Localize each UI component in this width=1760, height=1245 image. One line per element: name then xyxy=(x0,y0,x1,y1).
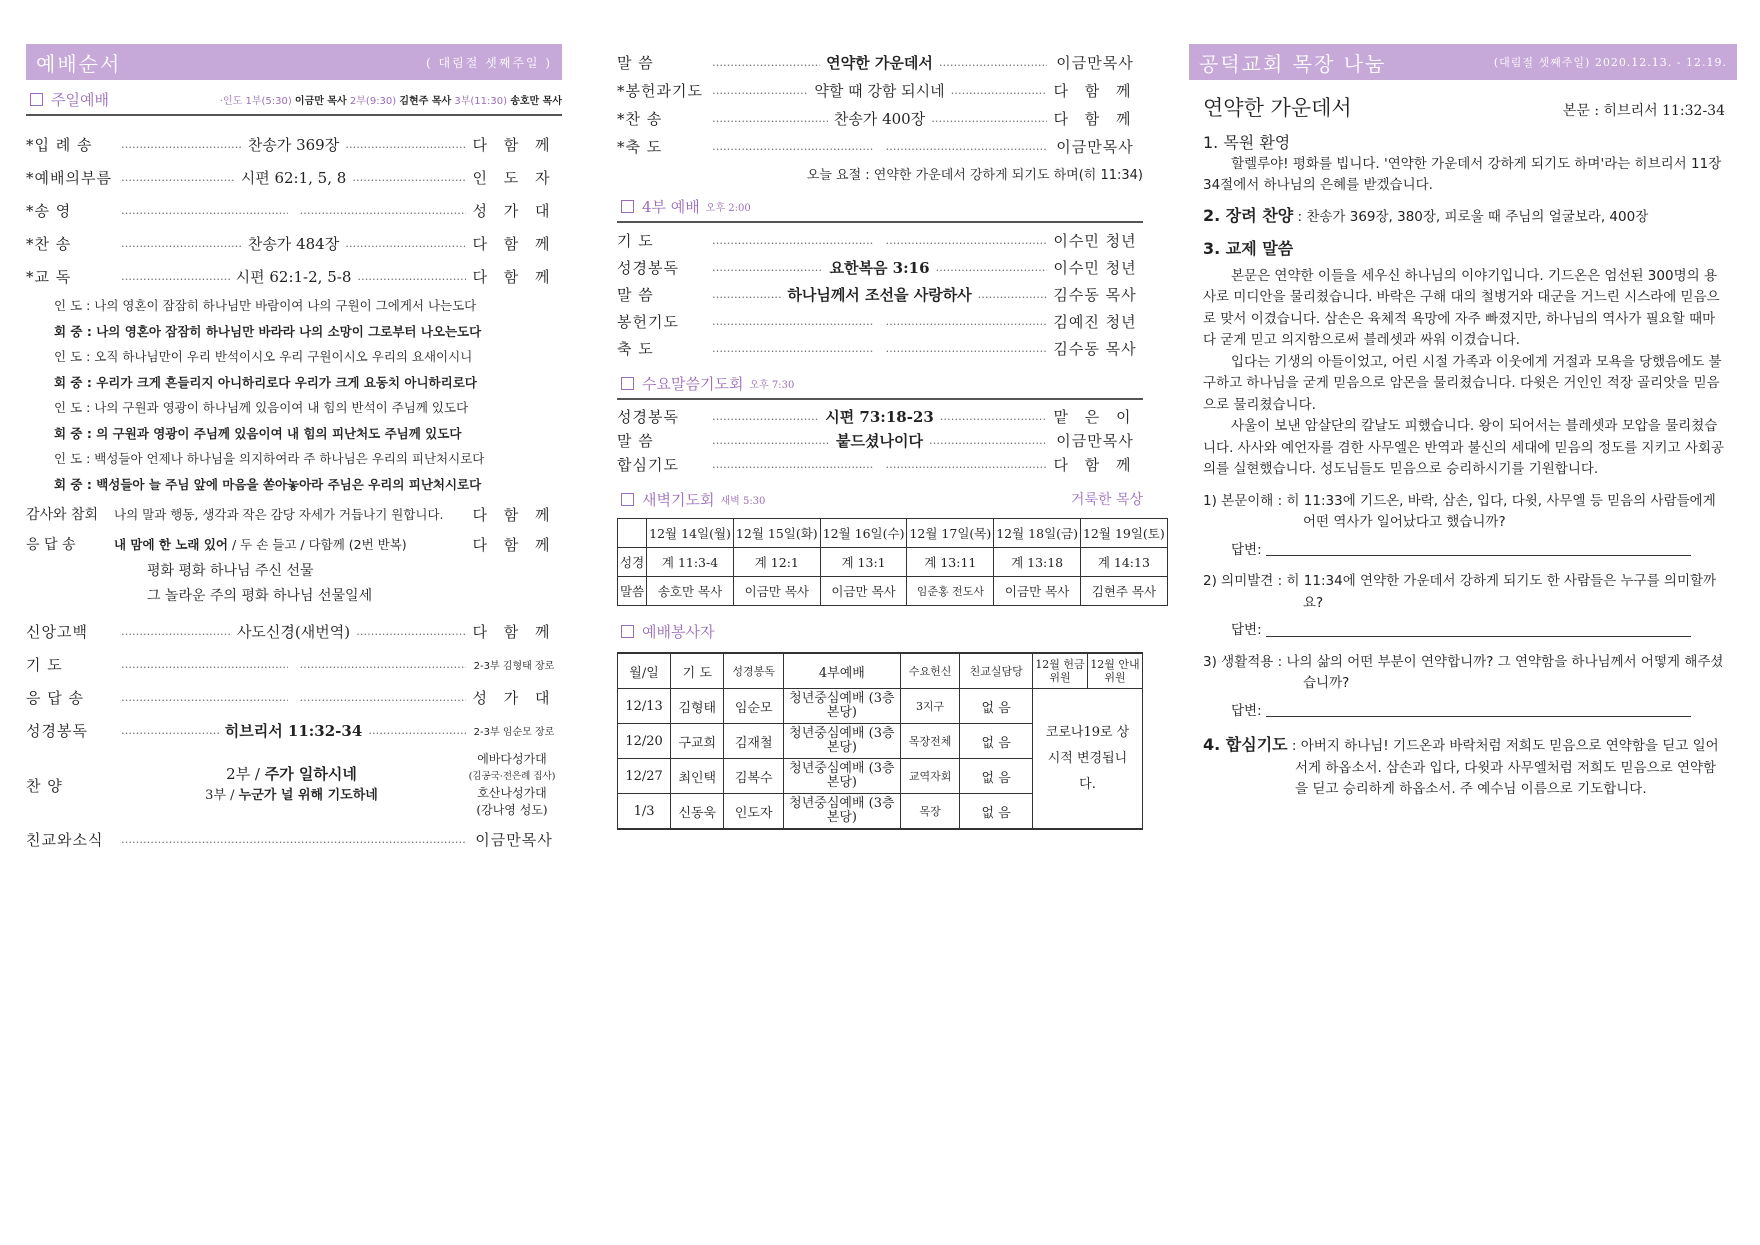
sermon-title: 연약한 가운데서 xyxy=(1203,96,1352,120)
section-word-title: 3. 교제 말씀 xyxy=(1203,239,1294,258)
servants-heading: 예배봉사자 xyxy=(617,616,1143,646)
key-verse: 오늘 요절 : 연약한 가운데서 강하게 되기도 하며(히 11:34) xyxy=(806,168,1143,183)
order-row: 신앙고백 ………………………………………………………………………………………………………… 사도신경(새번역) ………………………………………………………………………………………………………… 다 함 께 xyxy=(26,615,562,648)
responsive-line: 인 도 : 나의 구원과 영광이 하나님께 있음이여 내 힘의 반석이 주님께 있도다 xyxy=(54,400,469,415)
lyric-line: 평화 평화 하나님 주신 선물 xyxy=(147,563,314,579)
gratitude-row: 감사와 참회 나의 말과 행동, 생각과 작은 감당 자세가 거듭나기 원합니다. 다 함 께 xyxy=(26,505,556,524)
main-service-title: 주일예배 xyxy=(51,90,109,109)
dawn-heading: 새벽기도회 새벽 5:30 거룩한 목상 xyxy=(617,484,1143,514)
order-row: *찬 송 ………………………………………………………………………………………………………… 찬송가 484장 ………………………………………………………………………………………………………… 다 함 께 xyxy=(26,227,562,260)
table-row: 1/3 신동욱 인도자 청년중심예배 (3층 본당) 목장 없 음 xyxy=(618,794,1143,830)
table-row: 성경 계 11:3-4 계 12:1 계 13:1 계 13:11 계 13:18 계 14:13 xyxy=(618,548,1168,577)
responsive-line: 회 중 : 의 구원과 영광이 주님께 있음이여 내 힘의 피난처도 주님께 있도다 xyxy=(54,425,462,441)
table-row: 12/27 최인택 김복수 청년중심예배 (3층 본당) 교역자회 없 음 xyxy=(618,759,1143,794)
paragraph: 입다는 기생의 아들이었고, 어린 시절 가족과 이웃에게 거절과 모욕을 당했음에도 불구하고 하나님을 굳게 믿음으로 암몬을 물리쳤습니다. 다윗은 거인인 적장 골리앗을 믿음으로 물리쳤습니다. xyxy=(1203,353,1722,413)
question-1: 1) 본문이해 : 히 11:33에 기드온, 바락, 삼손, 입다, 다윗, 사무엘 등 믿음의 사람들에게 어떤 역사가 일어났다고 했습니까? xyxy=(1203,492,1716,530)
responsive-line: 인 도 : 오직 하나님만이 우리 반석이시오 우리 구원이시오 우리의 요새이시니 xyxy=(54,349,473,364)
wednesday-rows: 성경봉독 ………………………………………………………………………………………………………… 시편 73:18-23 ………………………………………………………………………………………………………… 맡 은 이 말 씀 ………………………………………………………………………………………………………… 붙드셨나이다 ………………………………………………………………………………………………………… 이금만목사 합심기도 ………………………………………………………………………………………………………… ………………………………………………………………………………………………………… 다 함 께 xyxy=(617,404,1143,476)
section-prayer: 4. 합심기도 : 아버지 하나님! 기드온과 바락처럼 저희도 믿음으로 연약함을 딛고 일어서게 하옵소서. 삼손과 입다, 다윗과 사무엘처럼 저희도 믿음으로 연약함을 딛고 승리하게 하옵소서. 주 예수님 이름으로 기도합니다. xyxy=(1203,735,1719,797)
responsive-line: 회 중 : 나의 영혼아 잠잠히 하나님만 바라라 나의 소망이 그로부터 나오는도다 xyxy=(54,323,482,339)
dawn-prayer-table xyxy=(617,518,1168,606)
table-row: 말씀 송호만 목사 이금만 목사 이금만 목사 임준홍 전도사 이금만 목사 김현주 목사 xyxy=(618,577,1168,606)
section-word-body xyxy=(1203,266,1725,481)
lyric-line: 그 놀라운 주의 평화 하나님 선물일세 xyxy=(147,588,373,604)
wednesday-heading: 수요말씀기도회 오후 7:30 xyxy=(617,368,1143,400)
order-row: *교 독 ………………………………………………………………………………………………………… 시편 62:1-2, 5-8 ………………………………………………………………………………………………………… 다 함 께 xyxy=(26,260,562,293)
main-service-heading xyxy=(26,84,562,116)
servants-table xyxy=(617,652,1143,830)
anthem-row: 찬 양 2부 / 주가 일하시네 3부 / 누군가 널 위해 기도하네 에바다성가대 (김공국·전은례 집사) 호산나성가대 (강나영 성도) xyxy=(26,752,556,817)
checkbox-icon xyxy=(30,93,43,106)
small-group-header xyxy=(1189,44,1737,80)
answer-line[interactable]: 답변: xyxy=(1203,620,1725,642)
services-column xyxy=(617,48,1165,830)
section-welcome-text: 할렐루야! 평화를 빕니다. '연약한 가운데서 강하게 되기도 하며'라는 히브리서 11장 34절에서 하나님의 은혜를 받겠습니다. xyxy=(1203,155,1722,193)
worship-order-title: 예배순서 xyxy=(36,51,122,76)
responsive-reading xyxy=(26,293,562,497)
response-song-row: 응 답 송 내 맘에 한 노래 있어 / 두 손 들고 / 다함께 (2번 반복) 다 함 께 xyxy=(26,535,556,554)
paragraph: 본문은 연약한 이들을 세우신 하나님의 이야기입니다. 기드온은 엄선된 300명의 용사로 미디안을 물리쳤습니다. 바락은 구해 대의 철병거와 대군을 거느린 시스라에 믿음으로 맞서 이겼습니다. 삼손은 육체적 욕망에 자주 빠졌지만, 하나님의 역사가 필요할 때마다 굳게 믿고 의지함으로써 블레셋과 싸워 이겼습니다. xyxy=(1203,267,1720,348)
worship-order-subtitle: ( 대림절 셋째주일 ) xyxy=(426,55,552,70)
section-praise: 2. 장려 찬양 : 찬송가 369장, 380장, 피로울 때 주님의 얼굴보라, 400장 xyxy=(1203,205,1649,225)
order-list-1 xyxy=(26,128,562,293)
section-welcome-title: 1. 목원 환영 xyxy=(1203,133,1291,152)
small-group-column xyxy=(1189,44,1737,801)
table-header-row: 12월 14일(월) 12월 15일(화) 12월 16일(수) 12월 17일(목) 12월 18일(금) 12월 19일(토) xyxy=(618,519,1168,548)
checkbox-icon xyxy=(621,625,634,638)
responsive-line: 회 중 : 우리가 크게 흔들리지 아니하리로다 우리가 크게 요동치 아니하리로다 xyxy=(54,374,477,390)
main-service-leaders: ·인도 1부(5:30) 이금만 목사 2부(9:30) 김현주 목사 3부(11:30) 송호만 목사 xyxy=(219,95,562,107)
covid-notice: 코로나19로 상시적 변경됩니다. xyxy=(1033,689,1143,830)
order-row: *입 례 송 ………………………………………………………………………………………………………… 찬송가 369장 ………………………………………………………………………………………………………… 다 함 께 xyxy=(26,128,562,161)
checkbox-icon xyxy=(621,493,634,506)
checkbox-icon xyxy=(621,377,634,390)
paragraph: 사울이 보낸 암살단의 칼날도 피했습니다. 왕이 되어서는 블레셋과 모압을 물리쳤습니다. 사사와 예언자를 겸한 사무엘은 반역과 불신의 세대에 믿음의 정도를 지키고 사회공의를 실현했습니다. 성도님들도 믿음으로 승리하시기를 기원합니다. xyxy=(1203,418,1724,477)
service4-heading: 4부 예배 오후 2:00 xyxy=(617,191,1143,223)
checkbox-icon xyxy=(621,200,634,213)
small-group-title: 공덕교회 목장 나눔 xyxy=(1199,51,1387,76)
worship-order-header xyxy=(26,44,562,80)
responsive-line: 인 도 : 나의 영혼이 잠잠히 하나님만 바람이여 나의 구원이 그에게서 나는도다 xyxy=(54,298,477,313)
sermon-order-continued: 말 씀 ………………………………………………………………………………………………………… 연약한 가운데서 ………………………………………………………………………………………………………… 이금만목사 *봉헌과기도 ………………………………………………………………………………………………………… 약할 때 강함 되시네 ………………………………………………………………………………………………………… 다 함 께 *찬 송 ………………………………………………………………………………………………………… 찬송가 400장 ………………………………………………………………………………………………………… 다 함 께 *축 도 ………………………………………………………………………………………………………… ………………………………………………………………………………………………………… 이금만목사 오늘 요절 : 연약한 가운데서 강하게 되기도 하며(히 11:34) xyxy=(617,48,1143,183)
table-row: 12/13 김형태 임순모 청년중심예배 (3층 본당) 3지구 없 음 코로나19로 상시적 변경됩니다. xyxy=(618,689,1143,724)
responsive-line: 인 도 : 백성들아 언제나 하나님을 의지하여라 주 하나님은 우리의 피난처시로다 xyxy=(54,451,485,466)
response-song-lyrics xyxy=(26,559,562,609)
responsive-line: 회 중 : 백성들아 늘 주님 앞에 마음을 쏟아놓아라 주님은 우리의 피난처시로다 xyxy=(54,476,482,492)
order-row: *예배의부름 ………………………………………………………………………………………………………… 시편 62:1, 5, 8 ………………………………………………………………………………………………………… 인 도 자 xyxy=(26,161,562,194)
order-row: 성경봉독 ………………………………………………………………………………………………………… 히브리서 11:32-34 ………………………………………………………………………………………………………… 2-3부 임순모 장로 xyxy=(26,714,562,747)
table-row: 12/20 구교희 김재철 청년중심예배 (3층 본당) 목장전체 없 음 xyxy=(618,724,1143,759)
scripture-ref: 본문 : 히브리서 11:32-34 xyxy=(1562,103,1725,119)
sermon-heading xyxy=(1203,92,1725,122)
order-of-worship-column xyxy=(26,44,562,856)
small-group-subtitle: (대림절 셋째주일) 2020.12.13. - 12.19. xyxy=(1493,56,1727,69)
sharing-content xyxy=(1203,132,1725,801)
service4-rows: 기 도 ………………………………………………………………………………………………………… ………………………………………………………………………………………………………… 이수민 청년 성경봉독 ………………………………………………………………………………………………………… 요한복음 3:16 ………………………………………………………………………………………………………… 이수민 청년 말 씀 ………………………………………………………………………………………………………… 하나님께서 조선을 사랑하사 ………………………………………………………………………………………………………… 김수동 목사 봉헌기도 ………………………………………………………………………………………………………… ………………………………………………………………………………………………………… 김예진 청년 축 도 ………………………………………………………………………………………………………… ………………………………………………………………………………………………………… 김수동 목사 xyxy=(617,227,1143,362)
table-header-row: 월/일 기 도 성경봉독 4부예배 수요헌신 친교실담당 12월 헌금위원 12월 안내위원 xyxy=(618,653,1143,689)
order-list-2 xyxy=(26,615,562,747)
question-3: 3) 생활적용 : 나의 삶의 어떤 부분이 연약합니까? 그 연약함을 하나님께서 어떻게 해주셨습니까? xyxy=(1203,653,1724,691)
answer-line[interactable]: 답변: xyxy=(1203,701,1725,723)
order-row: *송 영 ………………………………………………………………………………………………………… ………………………………………………………………………………………………………… 성 가 대 xyxy=(26,194,562,227)
order-row: 기 도 ………………………………………………………………………………………………………… ………………………………………………………………………………………………………… 2-3부 김형태 장로 xyxy=(26,648,562,681)
question-2: 2) 의미발견 : 히 11:34에 연약한 가운데서 강하게 되기도 한 사람들은 누구를 의미할까요? xyxy=(1203,573,1717,611)
order-row: 응 답 송 ………………………………………………………………………………………………………… ………………………………………………………………………………………………………… 성 가 대 xyxy=(26,681,562,714)
answer-line[interactable]: 답변: xyxy=(1203,540,1725,562)
fellowship-row: 친교와소식 ………………………………………………………………………………………………………… ………………………………………………………………………………………………………… 이금만목사 xyxy=(26,823,562,856)
